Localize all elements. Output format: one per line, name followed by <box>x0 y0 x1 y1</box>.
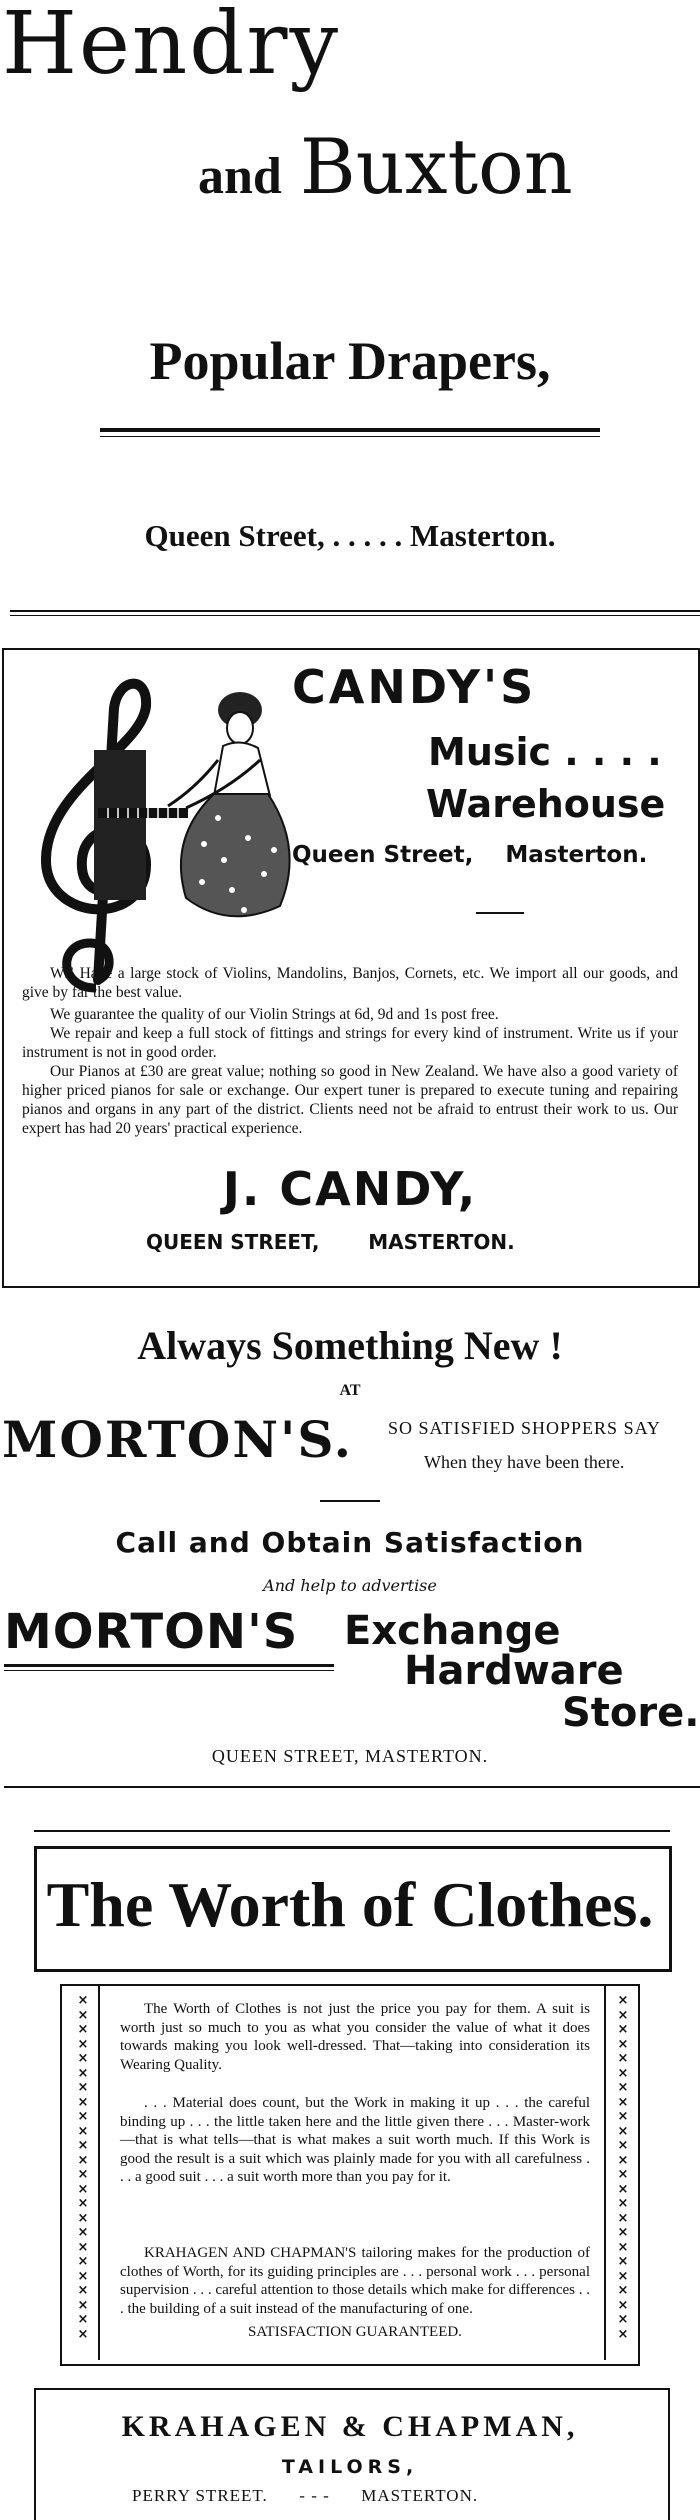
x-mark: × <box>77 2065 89 2081</box>
mortons-name-2: MORTON'S <box>4 1604 299 1660</box>
candy-street: Queen Street, <box>292 842 474 868</box>
music-heading: Music . . . . <box>428 730 662 774</box>
candy-sig-town: MASTERTON. <box>368 1230 515 1254</box>
and-word: and <box>198 148 282 205</box>
x-mark: × <box>617 2065 629 2081</box>
x-mark: × <box>77 2138 89 2153</box>
x-mark: × <box>77 2283 89 2298</box>
candy-short-rule <box>476 912 524 914</box>
x-mark: × <box>617 2080 629 2095</box>
candys-brand: CANDY'S <box>292 660 537 714</box>
x-mark: × <box>617 2210 629 2226</box>
x-mark: × <box>77 2254 89 2269</box>
x-mark: × <box>77 2225 89 2240</box>
candy-town: Masterton. <box>505 842 648 868</box>
treble-clef-piano-illustration <box>18 668 308 998</box>
worth-paragraph-2: . . . Material does count, but the Work in making it up . . . the careful binding up . . . the little taken here and the little given there . . . Master-work—that is what tells—that is what makes a suit worth much. If this Work is good the result is a suit which was plainly made for you with all carefulness . . . a good suit . . . a suit worth more than you pay for it. <box>120 2095 590 2185</box>
x-mark: × <box>77 2167 89 2182</box>
x-mark: × <box>77 2210 89 2226</box>
left-inner-rule <box>98 1986 100 2360</box>
masterton-town: MASTERTON. <box>361 2486 479 2505</box>
x-mark: × <box>617 2239 629 2255</box>
perry-street: PERRY STREET. <box>132 2486 268 2505</box>
section-divider-1b <box>10 615 700 616</box>
when-been-there-text: When they have been there. <box>424 1452 625 1472</box>
x-mark: × <box>77 2268 89 2284</box>
x-mark: × <box>617 2312 629 2327</box>
x-mark: × <box>617 2036 629 2052</box>
x-mark: × <box>77 2326 89 2342</box>
hardware-word: Hardware <box>404 1648 624 1694</box>
krahagen-chapman-name: KRAHAGEN & CHAPMAN, <box>121 2410 579 2443</box>
buxton-word: Buxton <box>299 122 573 211</box>
worth-paragraph-3: KRAHAGEN AND CHAPMAN'S tailoring makes for the production of clothes of Worth, for its guiding principles are . . . personal work . . . personal supervision . . . careful attention to those details which make for differences . . . the building of a suit instead of the manufacturing of one. <box>120 2245 590 2317</box>
x-mark: × <box>617 2326 629 2342</box>
address-dashes: - - - <box>299 2486 330 2505</box>
x-mark: × <box>77 2123 89 2139</box>
tagline-rule-thick <box>100 428 600 432</box>
x-mark: × <box>617 2022 629 2037</box>
mortons-underline-thin <box>4 1670 334 1671</box>
mortons-name-1: MORTON'S. <box>2 1410 354 1469</box>
tailors-label: TAILORS, <box>281 2456 419 2478</box>
x-mark: × <box>617 2181 629 2197</box>
x-mark: × <box>617 2109 629 2124</box>
j-candy-signature: J. CANDY, <box>222 1162 478 1216</box>
at-label: AT <box>339 1382 361 1399</box>
x-mark: × <box>617 2152 629 2168</box>
x-mark: × <box>77 1993 89 2008</box>
section-divider-3 <box>4 1786 700 1788</box>
mortons-underline-thick <box>4 1664 334 1667</box>
x-mark: × <box>617 2167 629 2182</box>
call-and-obtain-heading: Call and Obtain Satisfaction <box>115 1526 585 1559</box>
satisfaction-guaranteed: SATISFACTION GUARANTEED. <box>248 2324 462 2340</box>
x-mark: × <box>617 2094 629 2110</box>
x-mark: × <box>77 2297 89 2313</box>
hendry-address: Queen Street, . . . . . Masterton. <box>144 518 556 553</box>
candy-paragraph-4: Our Pianos at £30 are great value; nothing so good in New Zealand. We have also a good variety of higher priced pianos for sale or exchange. Our expert tuner is prepared to execute tuning and repairing pianos and organs in any part of the district. Clients need not be afraid to entrust their work to us. Our expert has had 20 years' practical experience. <box>22 1063 678 1137</box>
x-mark: × <box>617 2051 629 2066</box>
x-mark: × <box>77 2312 89 2327</box>
candy-address <box>292 842 647 868</box>
mortons-address: QUEEN STREET, MASTERTON. <box>211 1746 489 1766</box>
buxton-heading <box>198 122 573 211</box>
candy-paragraph-1: WE Have a large stock of Violins, Mandolins, Banjos, Cornets, etc. We import all our goods, and give by far the best value. <box>22 965 678 1001</box>
x-mark: × <box>617 2196 629 2211</box>
help-to-advertise-text: And help to advertise <box>263 1576 437 1595</box>
x-mark: × <box>77 2239 89 2255</box>
store-word: Store. <box>562 1690 700 1736</box>
right-x-border <box>612 1994 634 2342</box>
x-mark: × <box>77 2080 89 2095</box>
x-mark: × <box>617 2225 629 2240</box>
exchange-word: Exchange <box>344 1608 561 1654</box>
x-mark: × <box>617 2283 629 2298</box>
x-mark: × <box>617 2254 629 2269</box>
x-mark: × <box>617 2297 629 2313</box>
section-divider-1 <box>10 610 700 612</box>
right-inner-rule <box>604 1986 606 2360</box>
x-mark: × <box>617 2138 629 2153</box>
x-mark: × <box>77 2181 89 2197</box>
candy-sig-street: QUEEN STREET, <box>146 1230 320 1254</box>
x-mark: × <box>77 2022 89 2037</box>
x-mark: × <box>617 1993 629 2008</box>
x-mark: × <box>77 2109 89 2124</box>
satisfied-shoppers-text: SO SATISFIED SHOPPERS SAY <box>388 1418 661 1438</box>
tagline-rule-thin <box>100 436 600 437</box>
candy-paragraph-2: We guarantee the quality of our Violin Strings at 6d, 9d and 1s post free. <box>50 1006 499 1023</box>
x-mark: × <box>77 2051 89 2066</box>
hendry-heading: Hendry <box>2 0 341 94</box>
candy-signature-address <box>146 1230 515 1254</box>
x-mark: × <box>617 2123 629 2139</box>
warehouse-heading: Warehouse <box>426 782 666 826</box>
left-x-border <box>72 1994 94 2342</box>
x-mark: × <box>77 2094 89 2110</box>
x-mark: × <box>617 2007 629 2023</box>
krahagen-address <box>132 2486 478 2506</box>
popular-drapers-tagline: Popular Drapers, <box>149 331 551 391</box>
x-mark: × <box>77 2036 89 2052</box>
x-mark: × <box>77 2152 89 2168</box>
always-something-new-headline: Always Something New ! <box>137 1323 563 1368</box>
worth-of-clothes-title: The Worth of Clothes. <box>46 1869 654 1940</box>
x-mark: × <box>77 2007 89 2023</box>
worth-paragraph-1: The Worth of Clothes is not just the price you pay for them. A suit is worth just so much to you as what you consider the value of what it does towards making you look well-dressed. That—taking into consideration its Wearing Quality. <box>120 2001 590 2073</box>
x-mark: × <box>77 2196 89 2211</box>
worth-top-rule <box>34 1830 670 1832</box>
candy-paragraph-3: We repair and keep a full stock of fittings and strings for every kind of instrument. Write us if your instrument is not in good order. <box>22 1025 678 1061</box>
mortons-short-rule <box>320 1500 380 1502</box>
x-mark: × <box>617 2268 629 2284</box>
